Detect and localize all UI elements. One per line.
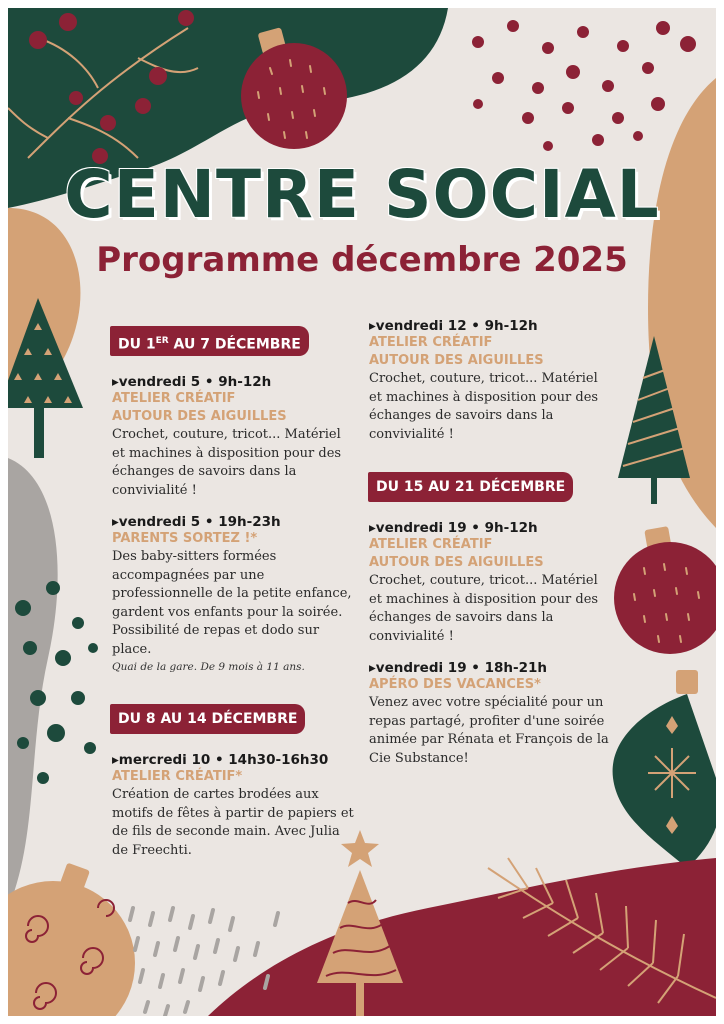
- event-card: [112, 374, 356, 500]
- event-date: ▸mercredi 10 • 14h30-16h30: [112, 752, 329, 768]
- event-description: Crochet, couture, tricot... Matériel et machines à disposition pour des échanges de savoirs dans la convivialité !: [369, 573, 599, 644]
- event-description: Création de cartes brodées aux motifs de fêtes à partir de papiers et de fils de seconde main. Avec Julia de Freechti.: [112, 787, 354, 858]
- event-description: Venez avec votre spécialité pour un repas partagé, profiter d'une soirée animée par Rénata et François de la Cie Substance!: [369, 695, 609, 766]
- week-badge-3: DU 15 AU 21 DÉCEMBRE: [368, 472, 573, 502]
- event-date: ▸vendredi 19 • 18h-21h: [369, 660, 548, 676]
- event-title: PARENTS SORTEZ !*: [112, 531, 258, 546]
- event-title: ATELIER CRÉATIF: [369, 335, 493, 350]
- page-subtitle: Programme décembre 2025: [96, 240, 628, 280]
- event-title: ATELIER CRÉATIF*: [112, 769, 243, 784]
- event-description: Crochet, couture, tricot... Matériel et machines à disposition pour des échanges de savoirs dans la convivialité !: [369, 371, 599, 442]
- poster: [8, 8, 716, 1016]
- event-title: AUTOUR DES AIGUILLES: [369, 555, 544, 570]
- event-card: [369, 318, 613, 444]
- red-dots-icon: [472, 20, 696, 151]
- event-title: APÉRO DES VACANCES*: [369, 677, 541, 692]
- event-title: ATELIER CRÉATIF: [369, 537, 493, 552]
- event-title: AUTOUR DES AIGUILLES: [369, 353, 544, 368]
- event-date: ▸vendredi 19 • 9h-12h: [369, 520, 538, 536]
- event-card: [369, 520, 613, 646]
- event-date: ▸vendredi 5 • 19h-23h: [112, 514, 281, 530]
- event-description: Crochet, couture, tricot... Matériel et machines à disposition pour des échanges de savoirs dans la convivialité !: [112, 427, 342, 498]
- event-note: Quai de la gare. De 9 mois à 11 ans.: [112, 661, 305, 673]
- event-card: [369, 660, 613, 768]
- red-ornament-right-icon: [614, 526, 716, 654]
- event-title: ATELIER CRÉATIF: [112, 391, 236, 406]
- event-card: [112, 752, 356, 860]
- red-blob-bottom: [208, 858, 716, 1016]
- week-badge-2: DU 8 AU 14 DÉCEMBRE: [110, 704, 305, 734]
- week-badge-1: [110, 326, 309, 356]
- event-date: ▸vendredi 5 • 9h-12h: [112, 374, 272, 390]
- gold-ornament-bottom-icon: [8, 863, 135, 1016]
- green-drop-ornament-icon: [613, 670, 716, 868]
- week-badge-1-prefix: DU 1: [118, 336, 156, 353]
- event-description: Des baby-sitters formées accompagnées par une professionnelle de la petite enfance, gardent vos enfants pour la soirée. Possibilité de repas et dodo sur place.: [112, 549, 352, 657]
- event-date: ▸vendredi 12 • 9h-12h: [369, 318, 538, 334]
- grey-blob-left: [8, 458, 58, 908]
- event-card: [112, 514, 356, 673]
- week-badge-1-suffix: AU 7 DÉCEMBRE: [168, 336, 301, 353]
- week-badge-1-sup: ER: [155, 336, 169, 346]
- page-title: CENTRE SOCIAL: [64, 156, 660, 233]
- event-title: AUTOUR DES AIGUILLES: [112, 409, 287, 424]
